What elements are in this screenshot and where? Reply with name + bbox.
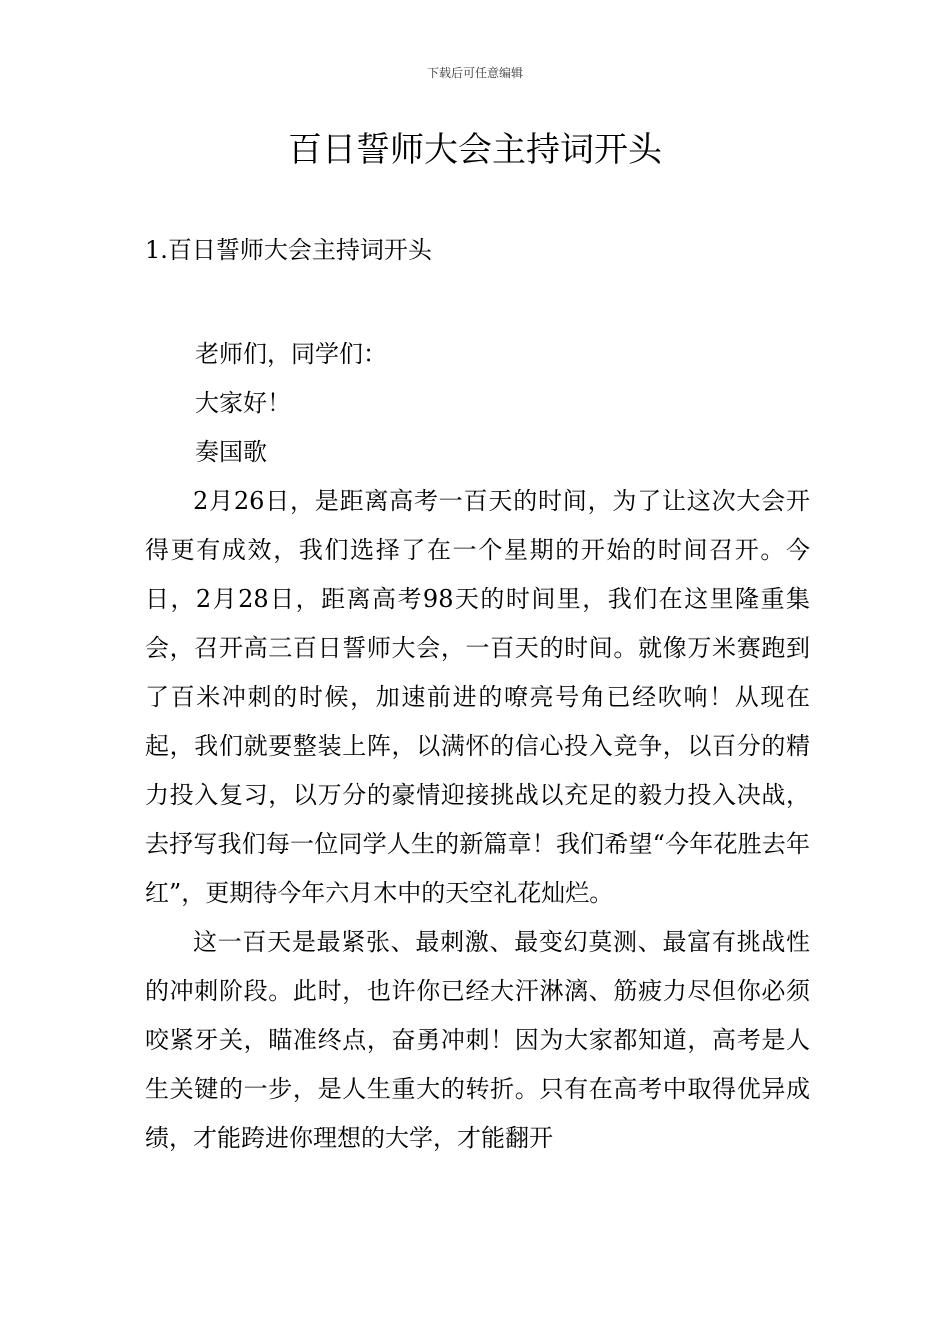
paragraph-hello: 大家好！ [195, 389, 291, 417]
paragraph-anthem: 奏国歌 [195, 438, 267, 466]
paragraph-greeting: 老师们，同学们： [195, 340, 387, 368]
body-text [145, 330, 810, 1163]
header-note: 下载后可任意编辑 [426, 66, 523, 80]
section-heading: 1.百日誓师大会主持词开头 [145, 236, 432, 264]
paragraph-introduction: 2月26日，是距离高考一百天的时间，为了让这次大会开得更有成效，我们选择了在一个星期的开始的时间召开。今日，2月28日，距离高考98天的时间里，我们在这里隆重集会，召开高三百日誓师大会，一百天的时间。就像万米赛跑到了百米冲刺的时候，加速前进的嘹亮号角已经吹响！从现在起，我们就要整装上阵，以满怀的信心投入竞争，以百分的精力投入复习，以万分的豪情迎接挑战以充足的毅力投入决战，去抒写我们每一位同学人生的新篇章！我们希望“今年花胜去年红”，更期待今年六月木中的天空礼花灿烂。 [145, 487, 810, 907]
document-title: 百日誓师大会主持词开头 [288, 130, 662, 170]
paragraph-sprint: 这一百天是最紧张、最刺激、最变幻莫测、最富有挑战性的冲刺阶段。此时，也许你已经大汗淋漓、筋疲力尽但你必须咬紧牙关，瞄准终点，奋勇冲刺！因为大家都知道，高考是人生关键的一步，是人生重大的转折。只有在高考中取得优异成绩，才能跨进你理想的大学，才能翻开 [145, 928, 810, 1152]
